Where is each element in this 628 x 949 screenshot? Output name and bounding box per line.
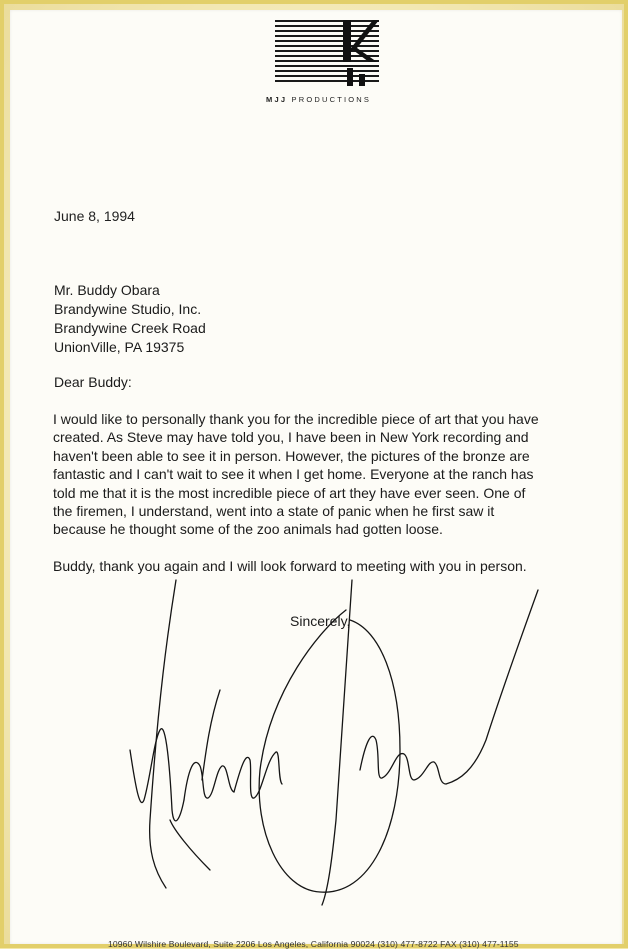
recipient-company: Brandywine Studio, Inc. [54,301,202,317]
body-paragraph-2: Buddy, thank you again and I will look forward to meeting with you in person. [53,558,527,574]
letter-date: June 8, 1994 [54,208,135,224]
closing: Sincerely, [290,613,351,629]
company-name-bold: MJJ [266,95,288,104]
body-line: haven't been able to see it in person. However, the pictures of the bronze are [53,447,530,464]
mjj-logo [273,18,383,90]
salutation: Dear Buddy: [54,374,132,390]
body-line: the firemen, I understand, went into a state of panic when he first saw it [53,503,495,520]
body-line: fantastic and I can't wait to see it when I get home. Everyone at the ranch has [53,466,534,483]
body-line: I would like to personally thank you for the incredible piece of art that you have [53,411,539,427]
body-paragraph-1 [53,410,598,539]
company-name-rest: PRODUCTIONS [291,95,372,104]
footer-address: 10960 Wilshire Boulevard, Suite 2206 Los Angeles, California 90024 (310) 477-8722 FAX (310) 477-1155 [108,939,519,949]
company-name [266,95,406,104]
body-line: because he thought some of the zoo animals had gotten loose. [53,521,443,538]
recipient-city: UnionVille, PA 19375 [54,339,185,355]
letter-paper [10,10,622,949]
body-line: told me that it is the most incredible piece of art they have ever seen. One of [53,484,526,501]
body-line: created. As Steve may have told you, I have been in New York recording and [53,429,529,446]
handwritten-signature [110,570,560,910]
recipient-address [54,281,206,357]
recipient-name: Mr. Buddy Obara [54,282,160,298]
recipient-street: Brandywine Creek Road [54,320,206,336]
